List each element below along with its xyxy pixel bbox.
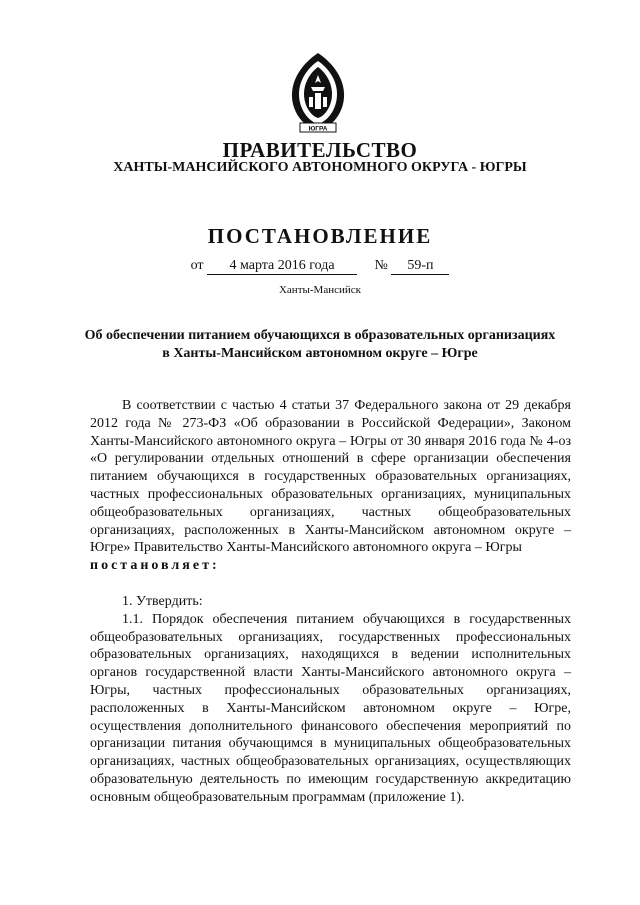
document-subject: Об обеспечении питанием обучающихся в образовательных организациях в Ханты-Мансийском автономном округе – Югре (84, 328, 556, 361)
decree-paragraph (90, 557, 571, 575)
document-meta (0, 258, 640, 275)
government-title: ПРАВИТЕЛЬСТВО (222, 138, 418, 162)
khmao-emblem-icon (285, 47, 351, 135)
number-prefix: № (374, 258, 388, 273)
emblem-caption: ЮГРА (308, 125, 328, 133)
document-number: 59-п (391, 258, 449, 275)
region-title: ХАНТЫ-МАНСИЙСКОГО АВТОНОМНОГО ОКРУГА - ЮГРЫ (113, 160, 527, 175)
decree-word: постановляет: (90, 558, 220, 574)
document-place: Ханты-Мансийск (278, 284, 361, 296)
preamble-text: В соответствии с частью 4 статьи 37 Федерального закона от 29 декабря 2012 года № 273-ФЗ «Об образовании в Российской Федерации», Законом Ханты-Мансийского автономного округа – Югры от 30 января 2016 года № 4-оз «О регулировании отдельных отношений в сфере организации обеспечения питанием обучающихся в государственных образовательных организациях, частных профессиональных образовательных организациях, муниципальных общеобразовательных организациях, частных общеобразовательных организациях, расположенных в Ханты-Мансийском автономном округе – Югре» Правительство Ханты-Мансийского автономного округа – Югры (90, 398, 571, 556)
date-prefix: от (190, 258, 204, 273)
preamble-paragraph (90, 397, 571, 557)
item-1: 1. Утвердить: (122, 593, 203, 609)
document-type: ПОСТАНОВЛЕНИЕ (207, 224, 433, 248)
document-date: 4 марта 2016 года (207, 258, 357, 275)
item-1-1: 1.1. Порядок обеспечения питанием обучающихся в государственных общеобразовательных организациях, государственных профессиональных образовательных организациях, находящихся в ведении исполнительных органов государственной власти Ханты-Мансийского автономного округа – Югры, частных профессиональных образовательных организациях, расположенных в Ханты-Мансийском автономном округе – Югре, осуществления дополнительного финансового обеспечения мероприятий по организации питания обучающимся в муниципальных общеобразовательных организациях, частных общеобразовательных организациях, осуществляющих образовательную деятельность по имеющим государственную аккредитацию основным общеобразовательным программам (приложение 1). (90, 611, 571, 805)
document-body (90, 397, 571, 807)
